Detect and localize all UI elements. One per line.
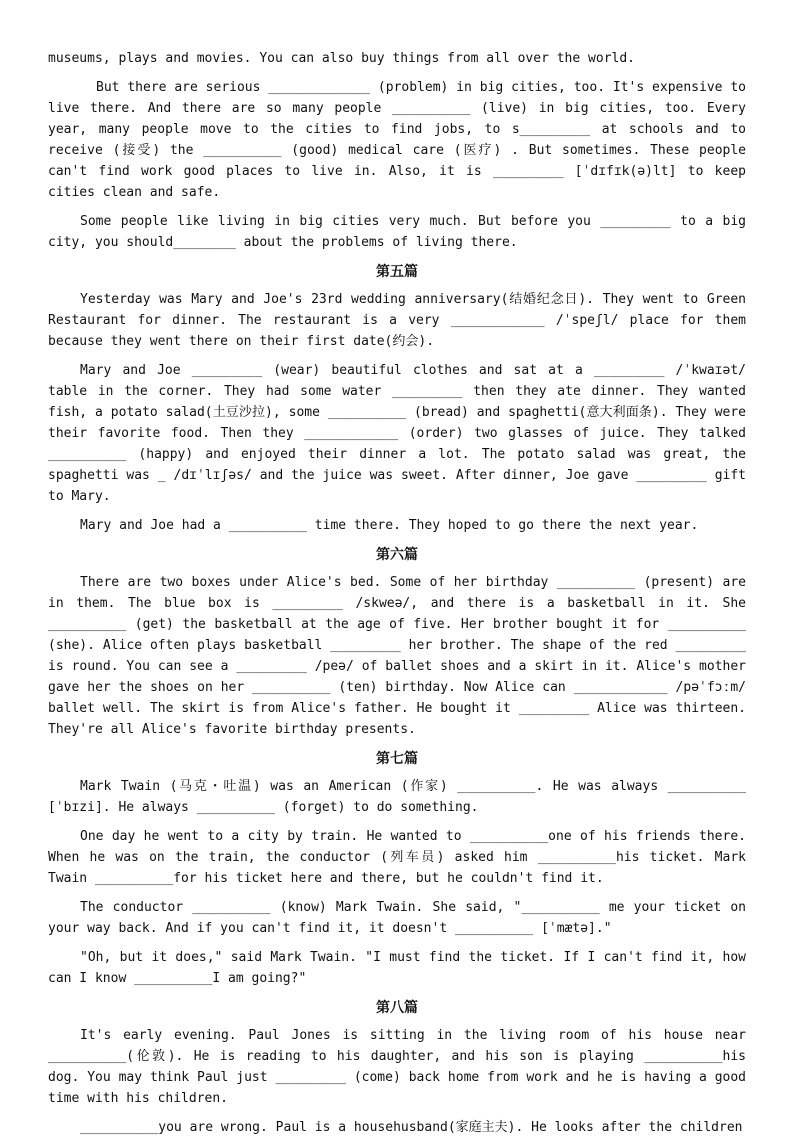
paragraph: One day he went to a city by train. He wanted to __________one of his friends there. When he was on the train, the conductor (列车员) asked him __________his ticket. Mark Twain __________for his ticket here and there, but he couldn't find it. (48, 829, 746, 886)
paragraph: __________you are wrong. Paul is a househusband(家庭主夫). He looks after the children (80, 1120, 743, 1135)
paragraph: Yesterday was Mary and Joe's 23rd wedding anniversary(结婚纪念日). They went to Green Restaurant for dinner. The restaurant is a very ____________ /ˈspeʃl/ place for them because they went there on their first date(约会). (48, 292, 746, 349)
paragraph: Some people like living in big cities very much. But before you _________ to a big city, you should________ about the problems of living there. (48, 214, 746, 250)
paragraph: Mary and Joe _________ (wear) beautiful clothes and sat at a _________ /ˈkwaɪət/ table in the corner. They had some water _________ then they ate dinner. They wanted fish, a potato salad(土豆沙拉), some __________ (bread) and spaghetti(意大利面条). They were their favorite food. Then they ____________ (order) two glasses of juice. They talked __________ (happy) and enjoyed their dinner a lot. The potato salad was great, the spaghetti was _ /dɪˈlɪʃəs/ and the juice was sweet. After dinner, Joe gave _________ gift to Mary. (48, 363, 746, 504)
worksheet-page (48, 48, 746, 1146)
paragraph: There are two boxes under Alice's bed. Some of her birthday __________ (present) are in them. The blue box is _________ /skweə/, and there is a basketball in it. She __________ (get) the basketball at the age of five. Her brother bought it for __________ (she). Alice often plays basketball _________ her brother. The shape of the red _________ is round. You can see a _________ /peə/ of ballet shoes and a skirt in it. Alice's mother gave her the shoes on her __________ (ten) birthday. Now Alice can ____________ /pəˈfɔːm/ ballet well. The skirt is from Alice's father. He bought it _________ Alice was thirteen. They're all Alice's favorite birthday presents. (48, 575, 746, 737)
paragraph: It's early evening. Paul Jones is sitting in the living room of his house near __________(伦敦). He is reading to his daughter, and his son is playing __________his dog. You may think Paul just _________ (come) back home from work and he is having a good time with his children. (48, 1028, 746, 1106)
paragraph: Mary and Joe had a __________ time there. They hoped to go there the next year. (80, 518, 699, 533)
section-heading: 第六篇 (376, 547, 418, 563)
paragraph: "Oh, but it does," said Mark Twain. "I must find the ticket. If I can't find it, how can I know __________I am going?" (48, 950, 746, 986)
paragraph: The conductor __________ (know) Mark Twain. She said, "__________ me your ticket on your way back. And if you can't find it, it doesn't __________ [ˈmætə]." (48, 900, 746, 936)
paragraph: Mark Twain (马克・吐温) was an American (作家) __________. He was always __________ [ˈbɪzi]. He always __________ (forget) to do something. (48, 779, 746, 815)
section-heading: 第五篇 (376, 264, 418, 280)
section-heading: 第七篇 (376, 751, 418, 767)
section-heading: 第八篇 (376, 1000, 418, 1016)
paragraph: But there are serious _____________ (problem) in big cities, too. It's expensive to live there. And there are so many people __________ (live) in big cities, too. Every year, many people move to the cities to find jobs, to s_________ at schools and to receive (接受) the __________ (good) medical care (医疗) . But sometimes. These people can't find work good places to live in. Also, it is _________ [ˈdɪfɪk(ə)lt] to keep cities clean and safe. (48, 80, 746, 200)
paragraph: museums, plays and movies. You can also buy things from all over the world. (48, 51, 635, 66)
